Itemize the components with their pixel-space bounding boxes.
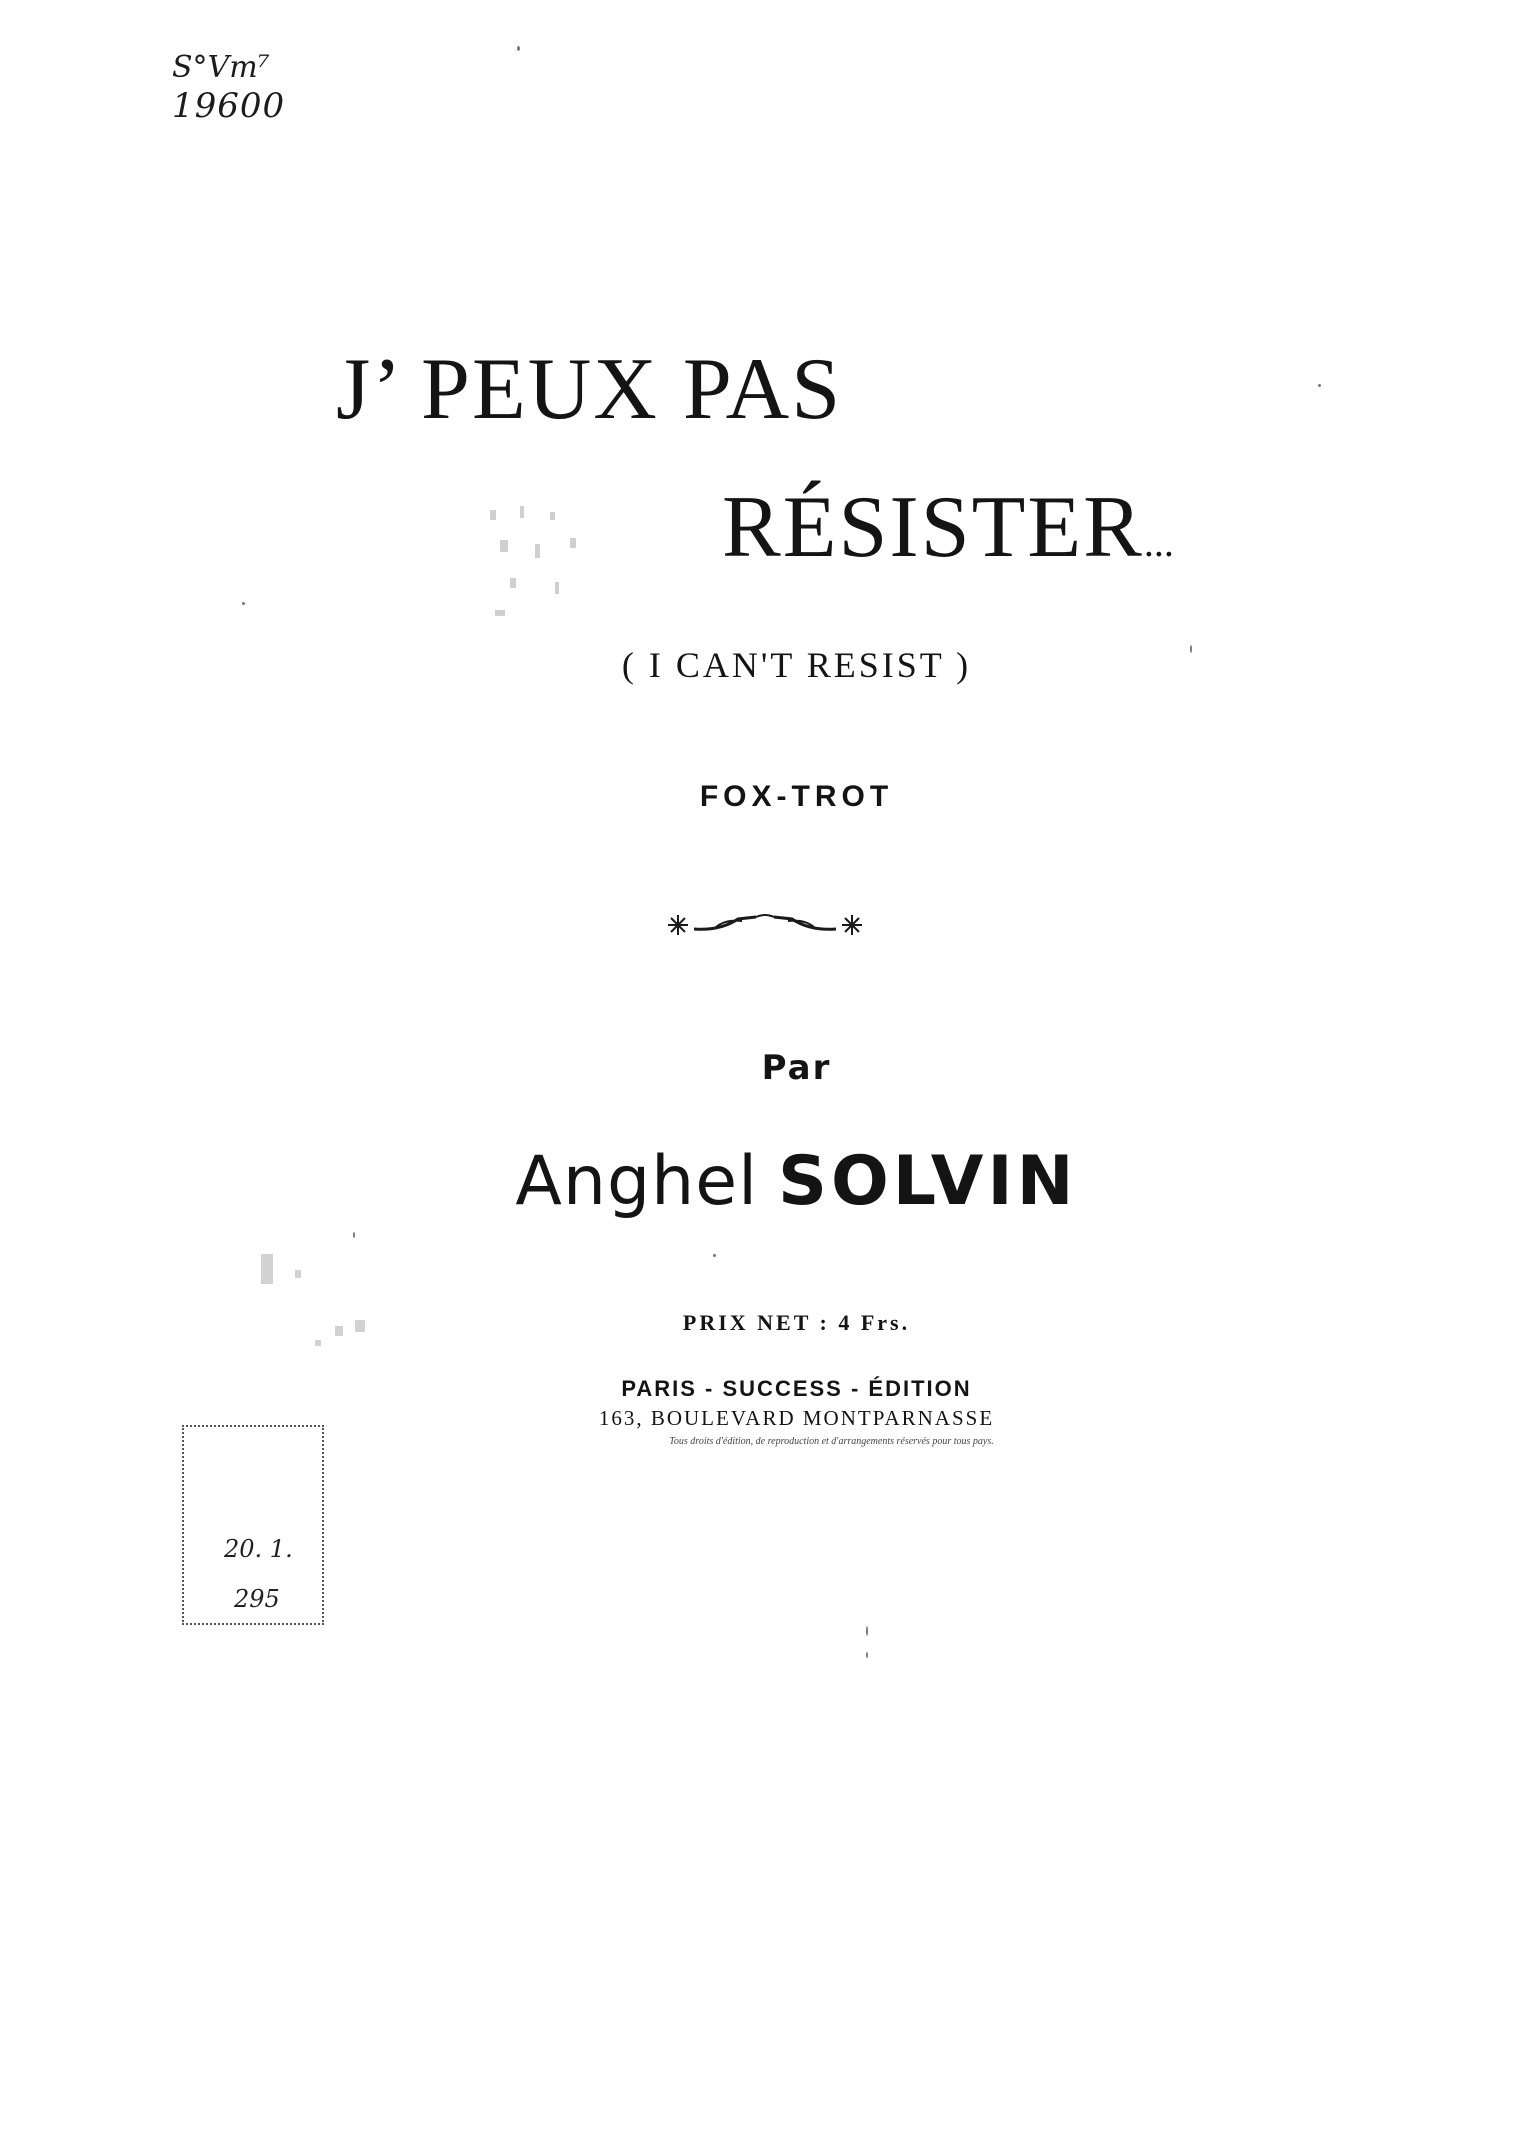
speck: [353, 1232, 355, 1238]
title-line2-text: RÉSISTER: [722, 479, 1144, 576]
title-line1: J’ PEUX PAS: [336, 341, 843, 438]
speck: [866, 1652, 868, 1658]
stamp-note-date: 20. 1.: [224, 1535, 293, 1563]
shelfmark: [172, 50, 292, 126]
title-line2: [722, 478, 1174, 593]
composer-name: [0, 1140, 1523, 1224]
speck: [713, 1254, 716, 1257]
faint-stamp-mark-2: [255, 1250, 385, 1360]
publisher-name: PARIS - SUCCESS - ÉDITION: [621, 1376, 972, 1401]
publisher-address: 163, BOULEVARD MONTPARNASSE: [598, 1406, 995, 1430]
by-label: Par: [761, 1048, 832, 1088]
speck: [866, 1626, 868, 1636]
composer-first-name: Anghel: [515, 1142, 758, 1221]
shelfmark-line2: 19600: [172, 86, 286, 126]
speck: [242, 602, 245, 605]
speck: [1318, 384, 1321, 387]
shelfmark-line1: S°Vm⁷: [172, 50, 270, 85]
speck: [517, 46, 520, 51]
speck: [1190, 645, 1192, 653]
deposit-stamp: [182, 1425, 324, 1625]
faint-stamp-mark: [480, 500, 600, 640]
dance-style: FOX-TROT: [699, 780, 894, 813]
subtitle: ( I CAN'T RESIST ): [621, 645, 972, 685]
stamp-note-number: 295: [234, 1585, 280, 1613]
rights-notice: Tous droits d'édition, de reproduction et d'arrangements réservés pour tous pays.: [669, 1436, 994, 1447]
price: PRIX NET : 4 Frs.: [682, 1310, 911, 1335]
composer-last-name: SOLVIN: [778, 1142, 1078, 1221]
title-ellipsis: ...: [1143, 520, 1174, 565]
floral-divider-icon: [660, 905, 870, 945]
